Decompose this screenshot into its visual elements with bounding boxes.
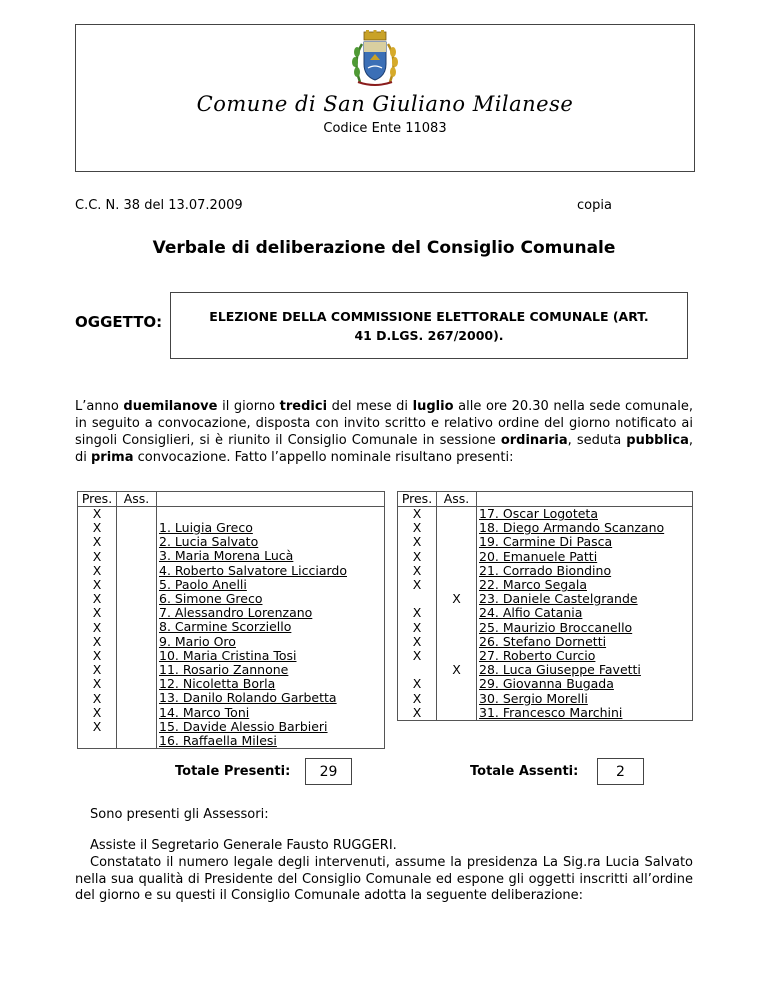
councillor-name: 14. Marco Toni (159, 704, 250, 720)
present-mark (398, 592, 436, 606)
present-mark: X (92, 633, 102, 649)
present-mark: X (92, 520, 102, 536)
absent-mark (117, 507, 156, 521)
present-mark: X (92, 506, 102, 521)
present-mark: X (92, 704, 102, 720)
present-mark: X (92, 619, 102, 635)
pres-column (78, 507, 117, 749)
councillor-name: 10. Maria Cristina Tosi (159, 647, 297, 663)
present-mark: X (92, 562, 102, 578)
intro-day: tredici (279, 399, 328, 414)
councillor-name: 20. Emanuele Patti (479, 548, 598, 564)
present-mark: X (92, 676, 102, 692)
present-mark: X (92, 648, 102, 664)
coat-of-arms-icon (340, 30, 410, 90)
absent-mark (117, 692, 156, 706)
absent-mark (117, 677, 156, 691)
councillor-name: 8. Carmine Scorziello (159, 619, 292, 635)
councillor-name: 7. Alessandro Lorenzano (159, 605, 313, 621)
absent-mark (437, 521, 476, 535)
present-mark: X (92, 690, 102, 706)
absent-mark (117, 564, 156, 578)
present-mark: X (412, 633, 422, 649)
councillor-name: 6. Simone Greco (159, 591, 263, 607)
presidency-paragraph: Constatato il numero legale degli intervenuti, assume la presidenza La Sig.ra Lucia Salvato nella sua qualità di Presidente del Consiglio Comunale ed espone gli oggetti inscritti all’ordine del giorno e su questi il Consiglio Comunale adotta la seguente deliberazione: (75, 855, 693, 903)
councillor-name: 27. Roberto Curcio (479, 648, 596, 664)
councillor-name: 17. Oscar Logoteta (479, 506, 598, 521)
absent-mark (117, 720, 156, 734)
councillor-name: 11. Rosario Zannone (159, 662, 289, 678)
ass-header: Ass. (117, 492, 157, 507)
absent-mark (437, 606, 476, 620)
absent-mark (117, 550, 156, 564)
absent-mark (117, 592, 156, 606)
absent-mark (117, 535, 156, 549)
councillor-list (477, 507, 693, 721)
document-title: Verbale di deliberazione del Consiglio Comunale (152, 238, 616, 258)
councillor-name: 12. Nicoletta Borla (159, 676, 276, 692)
councillor-name: 19. Carmine Di Pasca (479, 534, 613, 550)
pres-column (398, 507, 437, 721)
total-present-value: 29 (305, 758, 352, 785)
absent-mark (437, 692, 476, 706)
intro-paragraph (75, 398, 693, 466)
codice-ente: Codice Ente 11083 (323, 121, 447, 136)
present-mark: X (92, 662, 102, 678)
absent-mark (437, 706, 476, 720)
absent-mark (437, 507, 476, 521)
ass-header: Ass. (437, 492, 477, 507)
absent-mark (117, 578, 156, 592)
councillor-name: 21. Corrado Biondino (479, 562, 612, 578)
present-mark: X (412, 605, 422, 621)
councillor-name: 15. Davide Alessio Barbieri (159, 718, 328, 734)
attendance-table-left (77, 491, 385, 749)
councillor-name: 22. Marco Segala (479, 577, 588, 593)
ass-column (437, 507, 477, 721)
absent-mark (117, 606, 156, 620)
present-mark: X (412, 648, 422, 664)
intro-text: L’anno (75, 399, 124, 414)
present-mark: X (92, 577, 102, 593)
absent-mark: X (452, 662, 461, 678)
present-mark: X (412, 676, 422, 692)
intro-text: alle ore 20.30 nella sede comunale, in seguito a convocazione, disposta con invito scritto e relativo ordine del giorno notificato ai singoli Consiglieri, si è riunito il Consiglio Comunale in sessione (75, 399, 694, 448)
absent-mark (437, 550, 476, 564)
total-absent-label: Totale Assenti: (470, 764, 579, 779)
present-mark: X (92, 605, 102, 621)
absent-mark (437, 649, 476, 663)
councillor-name: 13. Danilo Rolando Garbetta (159, 690, 337, 706)
attendance-table-right (397, 491, 693, 721)
councillor-name: 28. Luca Giuseppe Favetti (479, 662, 641, 678)
councillor-name: 29. Giovanna Bugada (479, 676, 614, 692)
absent-mark (437, 621, 476, 635)
absent-mark: X (452, 591, 461, 607)
councillor-name: 31. Francesco Marchini (479, 704, 623, 720)
ass-column (117, 507, 157, 749)
absent-mark (117, 649, 156, 663)
pres-header: Pres. (398, 492, 437, 507)
oggetto-text: ELEZIONE DELLA COMMISSIONE ELETTORALE COMUNALE (ART. 41 D.LGS. 267/2000). (209, 308, 649, 343)
present-mark: X (412, 506, 422, 521)
oggetto-box (170, 292, 688, 359)
intro-year: duemilanove (123, 399, 218, 414)
absent-mark (437, 564, 476, 578)
assessori-line: Sono presenti gli Assessori: (90, 807, 269, 822)
total-present-label: Totale Presenti: (175, 764, 291, 779)
councillor-name: 5. Paolo Anelli (159, 576, 247, 592)
councillor-name: 18. Diego Armando Scanzano (479, 520, 665, 536)
absent-mark (437, 635, 476, 649)
present-mark: X (412, 520, 422, 536)
absent-mark (437, 677, 476, 691)
intro-session: ordinaria (500, 433, 568, 448)
present-mark: X (92, 591, 102, 607)
councillor-name: 16. Raffaella Milesi (159, 733, 277, 749)
secretary-line: Assiste il Segretario Generale Fausto RUGGERI. (90, 838, 397, 853)
oggetto-label: OGGETTO: (75, 313, 163, 331)
intro-text: del mese di (327, 399, 413, 414)
intro-text: il giorno (217, 399, 280, 414)
councillor-name: 25. Maurizio Broccanello (479, 619, 633, 635)
councillor-name: 4. Roberto Salvatore Licciardo (159, 562, 347, 578)
councillor-name: 9. Mario Oro (159, 633, 236, 649)
absent-mark (117, 635, 156, 649)
intro-sitting: pubblica (626, 433, 689, 448)
intro-month: luglio (412, 399, 454, 414)
intro-convocation: prima (91, 450, 134, 465)
present-mark: X (412, 562, 422, 578)
municipality-name: Comune di San Giuliano Milanese (196, 92, 574, 116)
present-mark: X (92, 548, 102, 564)
copy-label: copia (577, 198, 612, 213)
councillor-name: 2. Lucia Salvato (159, 534, 259, 550)
present-mark: X (92, 534, 102, 550)
present-mark: X (412, 704, 422, 720)
councillor-name: 3. Maria Morena Lucà (159, 548, 294, 564)
total-absent-value: 2 (597, 758, 644, 785)
absent-mark (437, 578, 476, 592)
intro-text: convocazione. Fatto l’appello nominale risultano presenti: (133, 450, 514, 465)
present-mark: X (412, 548, 422, 564)
present-mark: X (92, 719, 102, 735)
intro-text: , di (75, 433, 693, 465)
councillor-name: 23. Daniele Castelgrande (479, 591, 638, 607)
absent-mark (117, 706, 156, 720)
councillor-name: 1. Luigia Greco (159, 520, 253, 535)
intro-text: , seduta (567, 433, 627, 448)
present-mark: X (412, 577, 422, 593)
absent-mark (117, 521, 156, 535)
present-mark: X (412, 534, 422, 550)
councillor-name: 26. Stefano Dornetti (479, 633, 607, 649)
councillor-name: 30. Sergio Morelli (479, 690, 588, 706)
absent-mark (117, 621, 156, 635)
deliberation-number: C.C. N. 38 del 13.07.2009 (75, 198, 243, 213)
councillor-name: 24. Alfio Catania (479, 605, 583, 621)
councillor-list (157, 507, 385, 749)
absent-mark (437, 535, 476, 549)
present-mark: X (412, 690, 422, 706)
absent-mark (117, 663, 156, 677)
pres-header: Pres. (78, 492, 117, 507)
present-mark: X (412, 619, 422, 635)
present-mark (398, 663, 436, 677)
